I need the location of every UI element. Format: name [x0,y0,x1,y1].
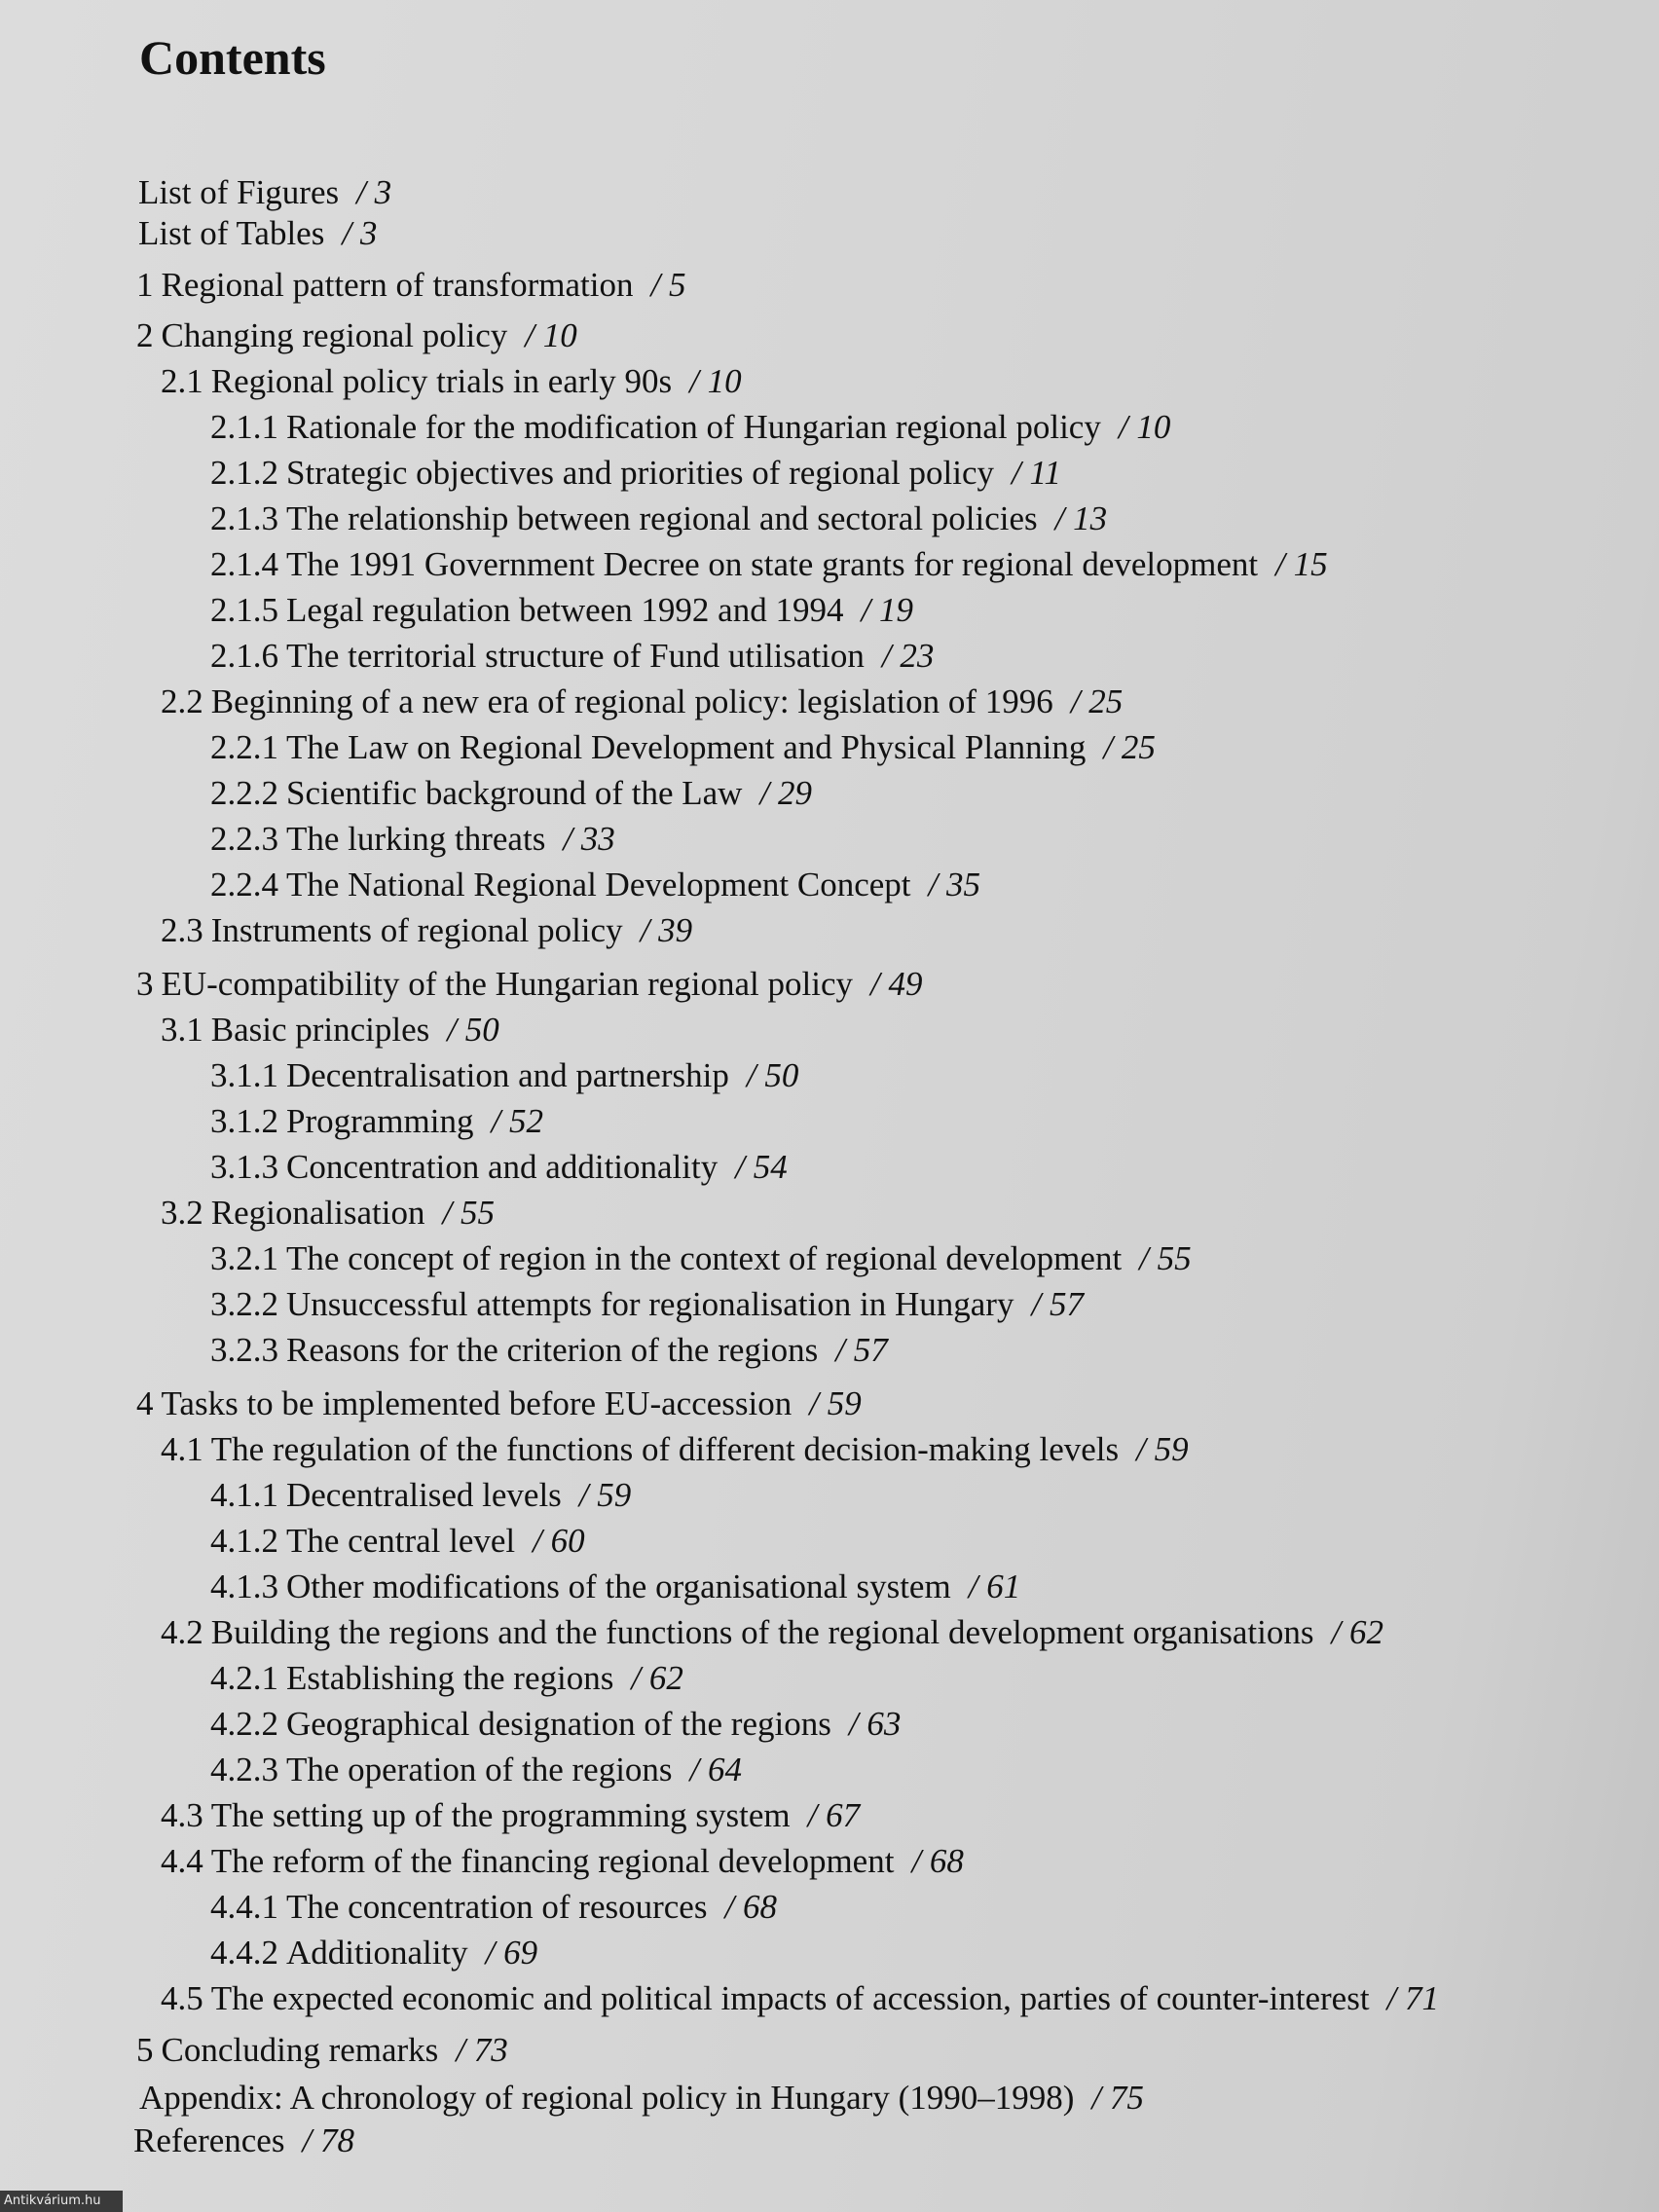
section-title: Regional pattern of transformation [161,266,634,304]
section-title: Strategic objectives and priorities of regional policy [286,454,995,492]
section-title: The regulation of the functions of different decision-making levels [210,1430,1120,1468]
page-number: 10 [707,362,742,400]
toc-entry [210,1890,777,1924]
page-separator: / [1091,2079,1110,2117]
toc-entry [161,1432,1189,1466]
section-number: 3.1.2 [210,1102,278,1140]
section-number: 2 [136,316,154,354]
section-title: Additionality [286,1934,468,1972]
toc-entry [161,913,692,947]
page-number: 3 [359,214,378,252]
section-title: The territorial structure of Fund utilisation [286,637,865,675]
section-title: The setting up of the programming system [210,1796,791,1834]
toc-entry [210,456,1061,490]
page-separator: / [1031,1285,1050,1323]
section-number: 4.1.3 [210,1567,278,1605]
page-separator: / [650,266,669,304]
page-number: 29 [777,774,812,812]
page-number: 23 [900,637,935,675]
page-number: 57 [853,1331,888,1369]
section-number: 4.2.1 [210,1659,278,1697]
page-number: 11 [1029,454,1061,492]
page-separator: / [911,1842,930,1880]
page-number: 50 [464,1011,499,1049]
section-title: Basic principles [210,1011,430,1049]
section-number: 2.1.4 [210,545,278,583]
page-separator: / [968,1567,987,1605]
toc-entry [210,1661,683,1695]
toc-entry [136,268,685,302]
section-number: 3.1 [161,1011,203,1049]
page-separator: / [1139,1239,1158,1277]
page-separator: / [746,1056,765,1094]
page-separator: / [456,2031,474,2069]
section-number: 2.2.4 [210,866,278,903]
page-number: 33 [580,820,615,858]
section-title: Establishing the regions [286,1659,614,1697]
page-number: 68 [742,1888,777,1926]
toc-entry [161,1196,495,1230]
page-separator: / [689,1751,709,1788]
section-title: The concept of region in the context of regional development [286,1239,1123,1277]
toc-entry [210,1936,537,1970]
toc-entry [210,822,615,856]
page-separator: / [1103,728,1122,766]
page-separator: / [356,173,375,211]
page-separator: / [563,820,581,858]
page-number: 59 [827,1384,862,1422]
section-number: 4.1 [161,1430,203,1468]
section-title: Regionalisation [210,1194,425,1232]
section-number: 4 [136,1384,154,1422]
page-number: 39 [658,911,693,949]
section-title: The 1991 Government Decree on state grants for regional development [286,545,1259,583]
page-separator: / [1070,682,1089,720]
section-number: 4.4.2 [210,1934,278,1972]
page-number: 15 [1293,545,1328,583]
page-separator: / [533,1522,551,1560]
section-number: 3 [136,965,154,1003]
section-number: 2.1.3 [210,499,278,537]
page-number: 35 [945,866,980,903]
page-separator: / [1136,1430,1155,1468]
section-title: Concluding remarks [161,2031,439,2069]
page-separator: / [809,1384,828,1422]
page-separator: / [1275,545,1294,583]
page-separator: / [491,1102,509,1140]
section-title: The expected economic and political impacts of accession, parties of counter-interest [210,1979,1370,2017]
toc-entry [136,2033,508,2067]
page-number: 25 [1121,728,1156,766]
page-number: 57 [1049,1285,1084,1323]
page-separator: / [724,1888,743,1926]
section-title: Decentralisation and partnership [286,1056,729,1094]
section-title: The reform of the financing regional development [210,1842,895,1880]
toc-entry [210,1287,1084,1321]
page-number: 10 [1136,408,1171,446]
section-title: The National Regional Development Concept [286,866,911,903]
page-number: 63 [866,1705,902,1743]
toc-entry [210,1241,1192,1275]
section-number: 4.1.1 [210,1476,278,1514]
page-separator: / [1118,408,1137,446]
page-separator: / [759,774,778,812]
section-number: 4.5 [161,1979,203,2017]
page-number: 62 [648,1659,683,1697]
section-title: Scientific background of the Law [286,774,743,812]
page-number: 55 [1157,1239,1192,1277]
page-separator: / [302,2121,320,2159]
section-title: Concentration and additionality [286,1148,719,1186]
section-number: 2.2.2 [210,774,278,812]
section-number: 2.1.2 [210,454,278,492]
section-title: List of Tables [138,214,325,252]
toc-entry [161,1615,1383,1649]
section-title: Regional policy trials in early 90s [210,362,673,400]
page-number: 62 [1348,1613,1383,1651]
page-separator: / [485,1934,504,1972]
toc-entry [133,2123,354,2157]
section-number: 2.2.3 [210,820,278,858]
toc-entry [210,1058,798,1092]
section-number: 4.3 [161,1796,203,1834]
section-number: 4.2.2 [210,1705,278,1743]
toc-entry [138,175,391,209]
section-number: 4.1.2 [210,1522,278,1560]
toc-entry [161,1013,499,1047]
section-title: Other modifications of the organisational system [286,1567,951,1605]
section-title: The Law on Regional Development and Physical Planning [286,728,1087,766]
page-separator: / [835,1331,854,1369]
page-number: 71 [1405,1979,1440,2017]
page-number: 25 [1088,682,1124,720]
section-title: Building the regions and the functions of the regional development organisations [210,1613,1314,1651]
page-separator: / [631,1659,649,1697]
section-title: Changing regional policy [161,316,508,354]
page-separator: / [640,911,659,949]
page-separator: / [447,1011,465,1049]
toc-entry [210,410,1170,444]
page-number: 75 [1109,2079,1144,2117]
page-separator: / [1386,1979,1406,2017]
toc-entry [161,364,742,398]
section-title: Rationale for the modification of Hungarian regional policy [286,408,1101,446]
section-title: Unsuccessful attempts for regionalisation in Hungary [286,1285,1014,1323]
toc-entry [136,318,577,352]
page-separator: / [861,591,879,629]
section-title: The relationship between regional and sectoral policies [286,499,1038,537]
section-number: 2.1 [161,362,203,400]
section-number: 3.2.1 [210,1239,278,1277]
section-title: The concentration of resources [286,1888,708,1926]
section-number: 3.2.2 [210,1285,278,1323]
page-separator: / [442,1194,461,1232]
page-separator: / [928,866,946,903]
section-title: Programming [286,1102,474,1140]
toc-entry [210,1333,888,1367]
section-number: 2.2 [161,682,203,720]
section-number: 4.2 [161,1613,203,1651]
toc-entry [210,1524,585,1558]
toc-entry [210,1478,631,1512]
section-title: Decentralised levels [286,1476,562,1514]
page-separator: / [1012,454,1030,492]
section-number: 3.2.3 [210,1331,278,1369]
section-number: 3.1.1 [210,1056,278,1094]
toc-entry [210,1150,788,1184]
page-number: 55 [460,1194,495,1232]
section-title: The operation of the regions [286,1751,673,1788]
section-title: Geographical designation of the regions [286,1705,831,1743]
toc-entry [139,2081,1144,2115]
page-separator: / [1054,499,1074,537]
toc-entry [210,1104,543,1138]
toc-entry [161,1844,964,1878]
section-number: 2.3 [161,911,203,949]
watermark: Antikvárium.hu [0,2191,123,2212]
section-number: 4.4.1 [210,1888,278,1926]
toc-entry [161,1981,1439,2015]
toc-entry [210,501,1107,535]
page-number: 54 [753,1148,788,1186]
section-number: 2.1.5 [210,591,278,629]
page-number: 3 [374,173,392,211]
toc-entry [210,1752,742,1787]
section-title: The central level [286,1522,516,1560]
toc-entry [210,593,913,627]
toc-entry [210,1569,1020,1604]
page-number: 78 [319,2121,354,2159]
page-number: 59 [597,1476,632,1514]
page-number: 49 [888,965,923,1003]
page-number: 59 [1154,1430,1189,1468]
page-number: 10 [542,316,577,354]
section-title: EU-compatibility of the Hungarian regional policy [161,965,853,1003]
section-number: 4.4 [161,1842,203,1880]
page-number: 67 [826,1796,861,1834]
page-number: 52 [508,1102,543,1140]
toc-entry [210,776,812,810]
toc-entry [136,967,922,1001]
toc-entry [210,639,934,673]
page-number: 73 [473,2031,508,2069]
section-number: 2.1.1 [210,408,278,446]
section-number: 2.1.6 [210,637,278,675]
section-title: Tasks to be implemented before EU-accession [161,1384,793,1422]
page-separator: / [1331,1613,1349,1651]
page-number: 69 [503,1934,538,1972]
page-separator: / [578,1476,598,1514]
page-separator: / [342,214,360,252]
section-number: 1 [136,266,154,304]
toc-entry [210,547,1328,581]
page-number: 50 [764,1056,799,1094]
section-title: Instruments of regional policy [210,911,623,949]
toc-entry [210,867,980,902]
page-separator: / [689,362,708,400]
page-separator: / [525,316,543,354]
page-separator: / [881,637,901,675]
page-title: Contents [139,30,326,85]
toc-entry [161,684,1123,719]
section-title: The lurking threats [286,820,546,858]
section-title: Reasons for the criterion of the regions [286,1331,819,1369]
toc-entry [138,216,377,250]
section-number: 2.2.1 [210,728,278,766]
page-number: 61 [986,1567,1021,1605]
section-title: Legal regulation between 1992 and 1994 [286,591,844,629]
page-number: 60 [550,1522,585,1560]
page-separator: / [870,965,889,1003]
page-number: 5 [668,266,686,304]
section-number: 4.2.3 [210,1751,278,1788]
page-number: 19 [878,591,913,629]
page-separator: / [735,1148,754,1186]
page-separator: / [848,1705,867,1743]
page-number: 64 [708,1751,743,1788]
page-number: 68 [929,1842,964,1880]
section-title: Appendix: A chronology of regional policy in Hungary (1990–1998) [139,2079,1075,2117]
section-number: 5 [136,2031,154,2069]
toc-entry [136,1386,862,1420]
page-number: 13 [1073,499,1108,537]
section-title: References [133,2121,285,2159]
section-title: Beginning of a new era of regional policy: legislation of 1996 [210,682,1053,720]
toc-entry [161,1798,860,1832]
toc-entry [210,1707,901,1741]
section-title: List of Figures [138,173,340,211]
section-number: 3.2 [161,1194,203,1232]
toc-entry [210,730,1156,764]
section-number: 3.1.3 [210,1148,278,1186]
page-separator: / [807,1796,827,1834]
